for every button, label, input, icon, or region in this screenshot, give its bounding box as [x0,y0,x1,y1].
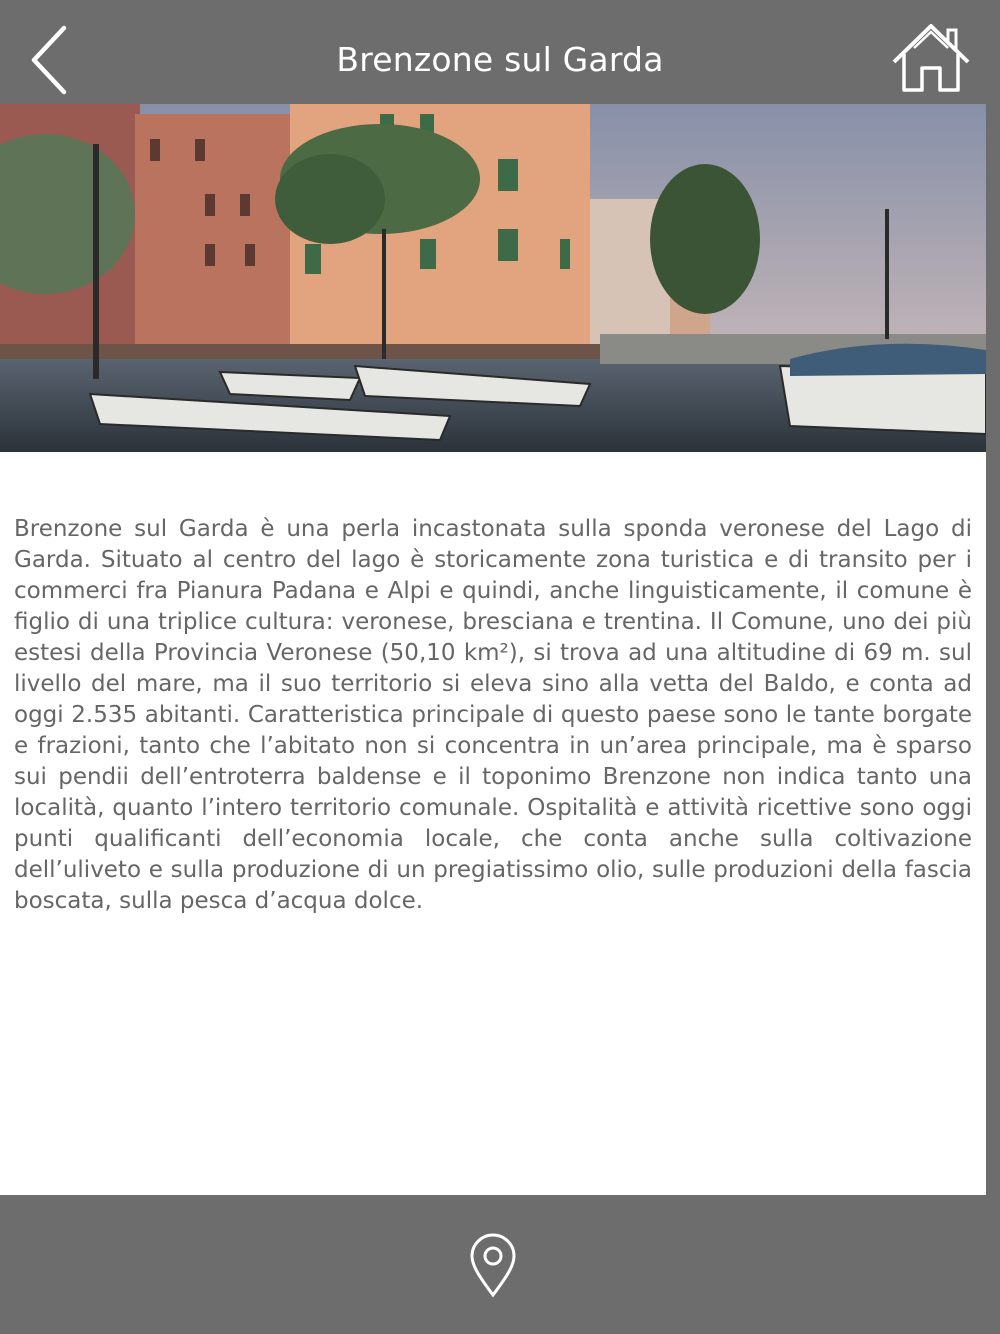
map-button[interactable] [466,1233,520,1299]
scrollbar-track [986,104,1000,1334]
description-text: Brenzone sul Garda è una perla incastonata sulla sponda veronese del Lago di Garda. Situato al centro del lago è storicamente zona turistica e di transito per i commerci fra Pianura Padana e Alpi e quindi, anche linguisticamente, il comune è figlio di una triplice cultura: veronese, bresciana e trentina. Il Comune, uno dei più estesi della Provincia Veronese (50,10 km²), si trova ad una altitudine di 69 m. sul livello del mare, ma il suo territorio si eleva sino alla vetta del Baldo, e conta ad oggi 2.535 abitanti. Caratteristica principale di questo paese sono le tante borgate e frazioni, tanto che l’abitato non si concentra in un’area principale, ma è sparso sui pendii dell’entroterra baldense e il toponimo Brenzone non indica tanto una località, quanto l’intero territorio comunale. Ospitalità e attività ricettive sono oggi punti qualificanti dell’economia locale, che conta anche sulla coltivazione dell’uliveto e sulla produzione di un pregiatissimo olio, sulle produzioni della fascia boscata, sulla pesca d’acqua dolce. [14,516,972,914]
content-area [0,104,986,1195]
page-title: Brenzone sul Garda [336,40,664,79]
bottom-bar [0,1195,986,1334]
home-button[interactable] [890,22,972,96]
top-bar [0,0,1000,104]
hero-image [0,104,986,452]
home-icon [890,22,972,96]
map-pin-icon [466,1233,520,1299]
